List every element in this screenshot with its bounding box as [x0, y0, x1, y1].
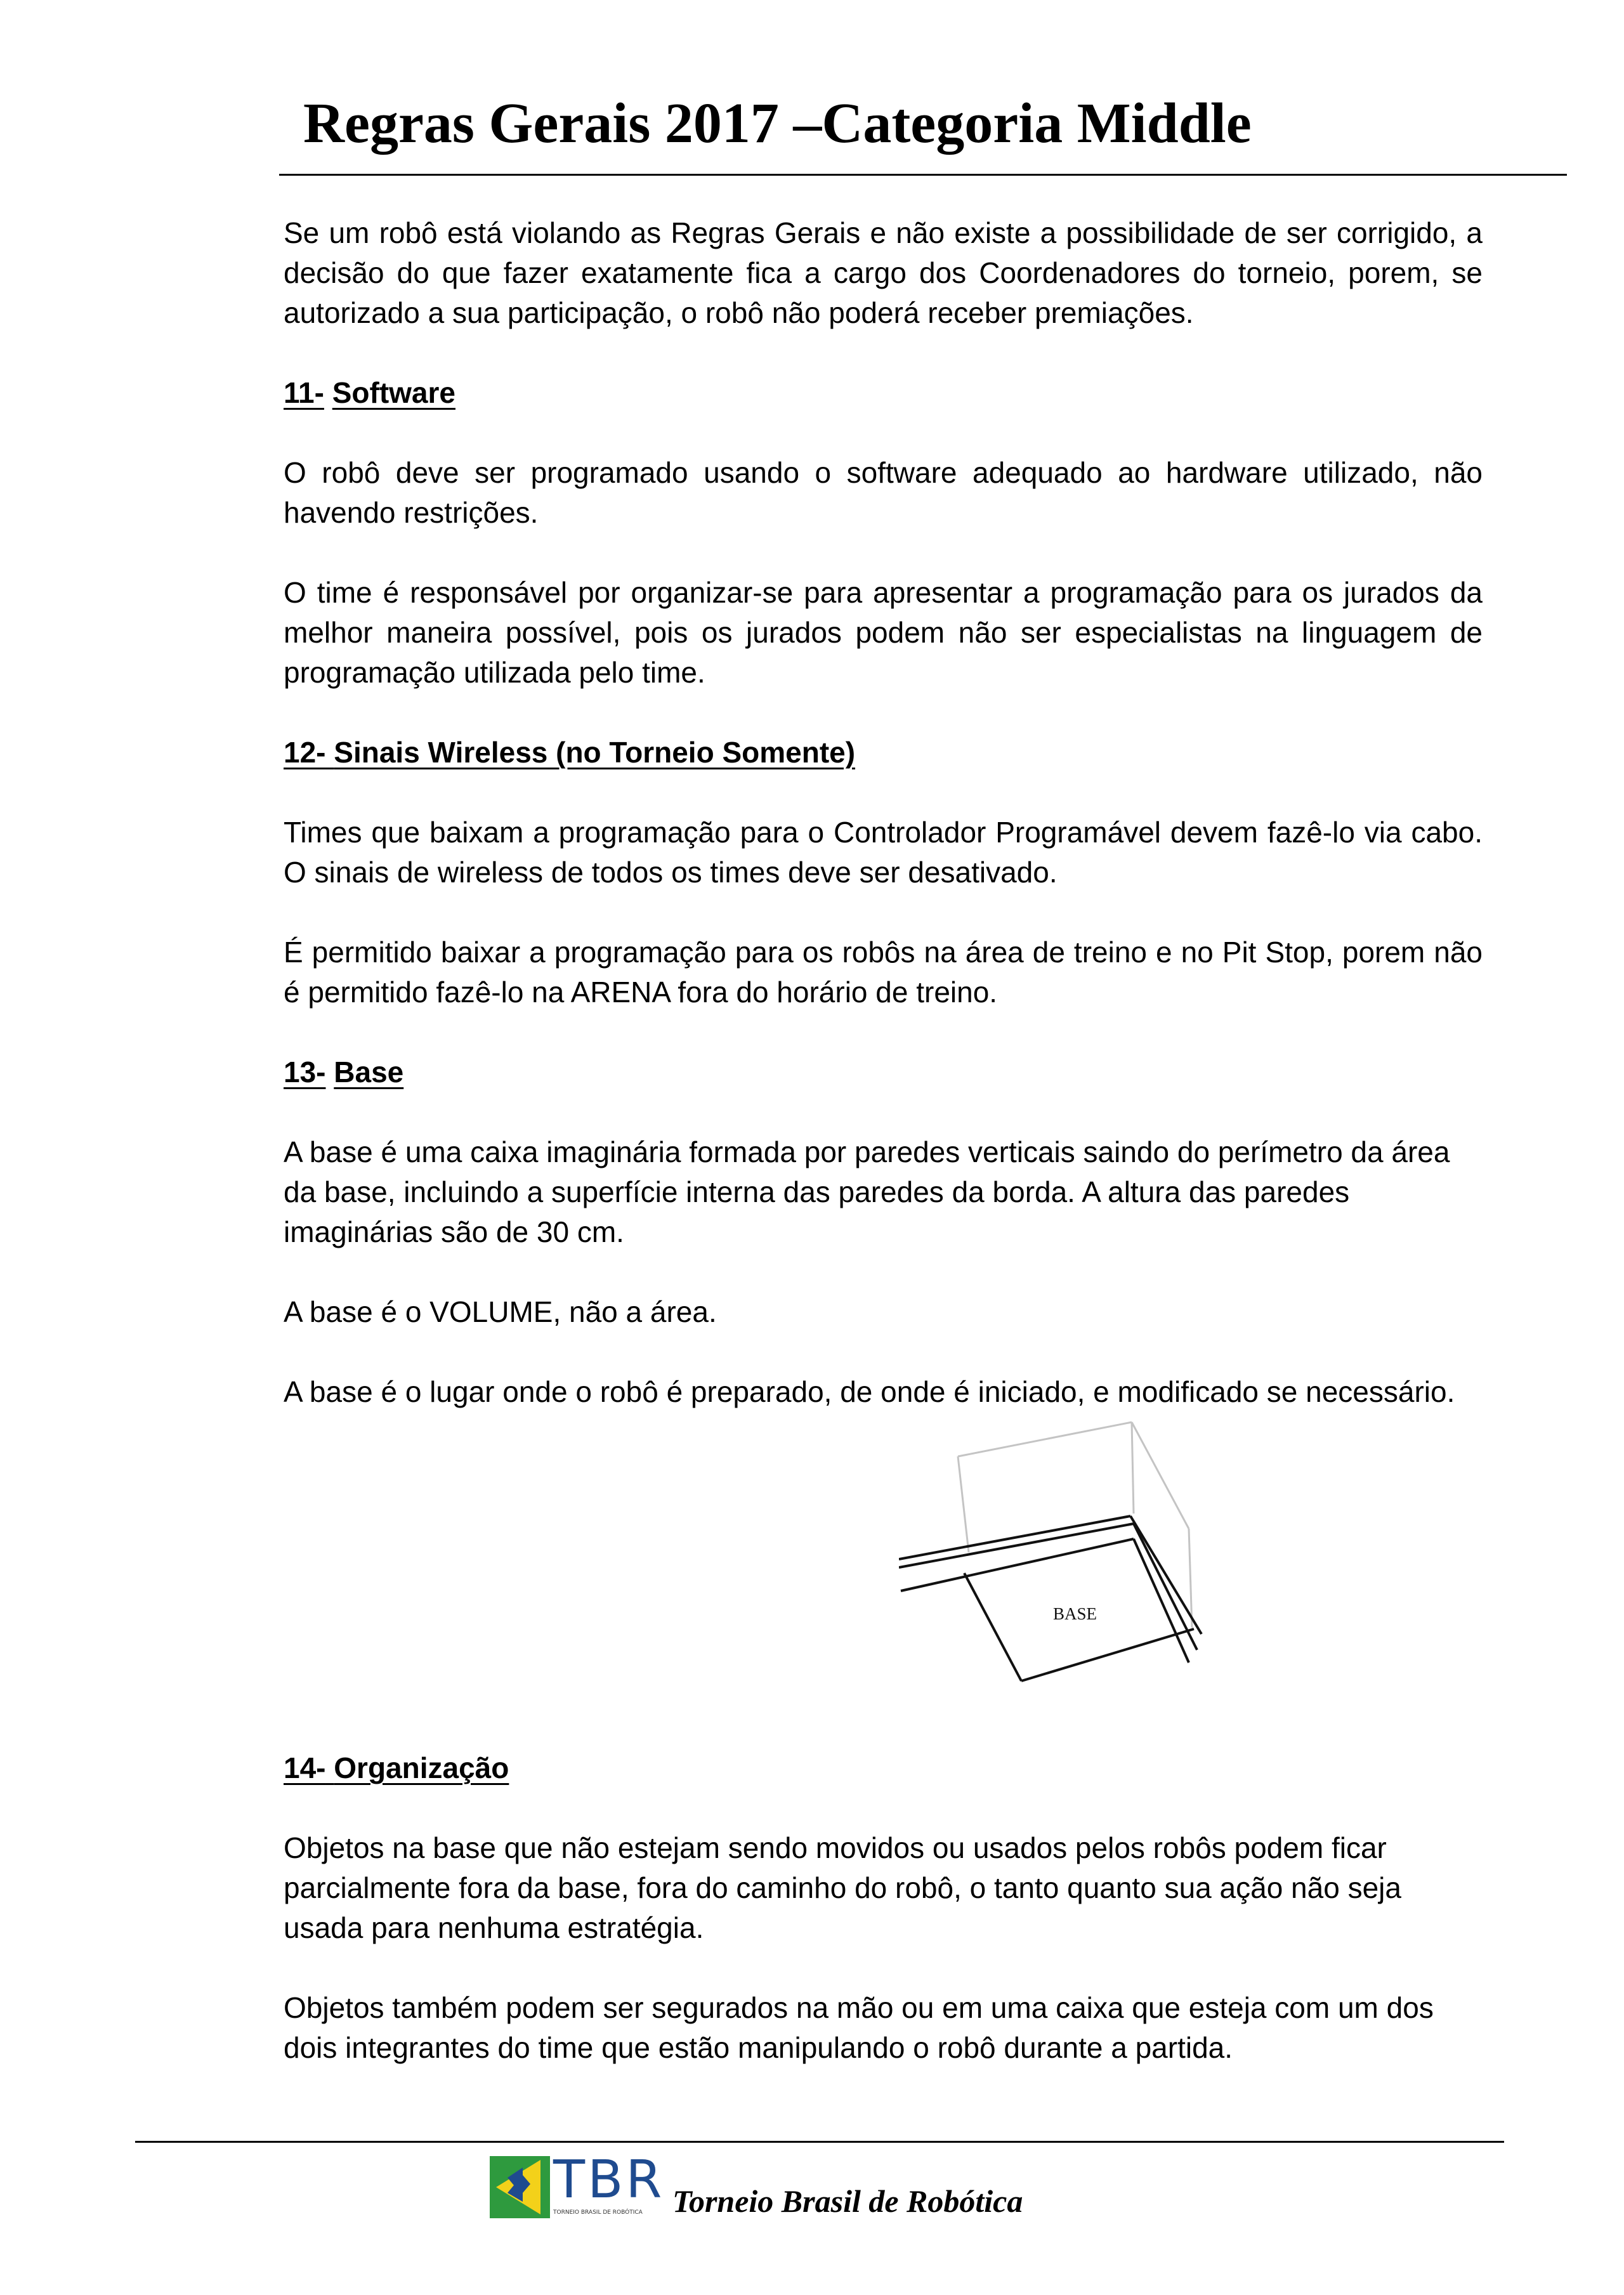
paragraph: O robô deve ser programado usando o software adequado ao hardware utilizado, não havendo restrições.: [284, 456, 1483, 529]
section-heading-organizacao: [284, 1748, 1483, 1788]
section-number: 11-: [284, 376, 324, 409]
intro-paragraph: Se um robô está violando as Regras Gerais e não existe a possibilidade de ser corrigido, a decisão do que fazer exatamente fica a cargo dos Coordenadores do torneio, porem, se autorizado a sua participação, o robô não poderá receber premiações.: [284, 216, 1483, 329]
section-number: 12-: [284, 736, 326, 769]
footer: [490, 2150, 1023, 2223]
paragraph: É permitido baixar a programação para os robôs na área de treino e no Pit Stop, porem não é permitido fazê-lo na ARENA fora do horário de treino.: [284, 936, 1483, 1009]
paragraph: A base é o VOLUME, não a área.: [284, 1295, 717, 1328]
section-number: 14-: [284, 1751, 326, 1784]
footer-divider: [135, 2141, 1504, 2143]
section-heading-wireless: [284, 733, 1483, 773]
section-title: Organização: [334, 1751, 509, 1784]
section-title: Base: [334, 1056, 404, 1089]
tbr-logo: [490, 2150, 665, 2223]
base-label: BASE: [1053, 1604, 1097, 1623]
paragraph: A base é o lugar onde o robô é preparado, de onde é iniciado, e modificado se necessário.: [284, 1375, 1455, 1408]
paragraph: Objetos também podem ser segurados na mão ou em uma caixa que esteja com um dos dois integrantes do time que estão manipulando o robô durante a partida.: [284, 1991, 1434, 2064]
header-divider: [279, 174, 1567, 176]
page-title: Regras Gerais 2017 –Categoria Middle: [303, 92, 1252, 155]
tbr-logo-icon: [490, 2156, 550, 2218]
logo-text: TBR: [553, 2150, 665, 2210]
base-diagram: [284, 1412, 1483, 1748]
section-title: Software: [332, 376, 455, 409]
logo-subtext: TORNEIO BRASIL DE ROBÓTICA: [553, 2209, 643, 2216]
paragraph: Objetos na base que não estejam sendo movidos ou usados pelos robôs podem ficar parcialmente fora da base, fora do caminho do robô, o tanto quanto sua ação não seja usada para nenhuma estratégia.: [284, 1831, 1401, 1944]
base-box-illustration: [899, 1412, 1229, 1729]
paragraph: Times que baixam a programação para o Controlador Programável devem fazê-lo via cabo. O sinais de wireless de todos os times deve ser desativado.: [284, 816, 1483, 889]
section-heading-software: [284, 373, 1483, 413]
section-number: 13-: [284, 1056, 326, 1089]
section-title: Sinais Wireless (no Torneio Somente): [334, 736, 856, 769]
paragraph: A base é uma caixa imaginária formada por paredes verticais saindo do perímetro da área da base, incluindo a superfície interna das paredes da borda. A altura das paredes imaginárias são de 30 cm.: [284, 1135, 1450, 1248]
document-body: [284, 213, 1483, 2068]
organization-name: Torneio Brasil de Robótica: [672, 2183, 1023, 2219]
paragraph: O time é responsável por organizar-se para apresentar a programação para os jurados da melhor maneira possível, pois os jurados podem não ser especialistas na linguagem de programação utilizada pelo time.: [284, 576, 1483, 689]
section-heading-base: [284, 1052, 1483, 1092]
